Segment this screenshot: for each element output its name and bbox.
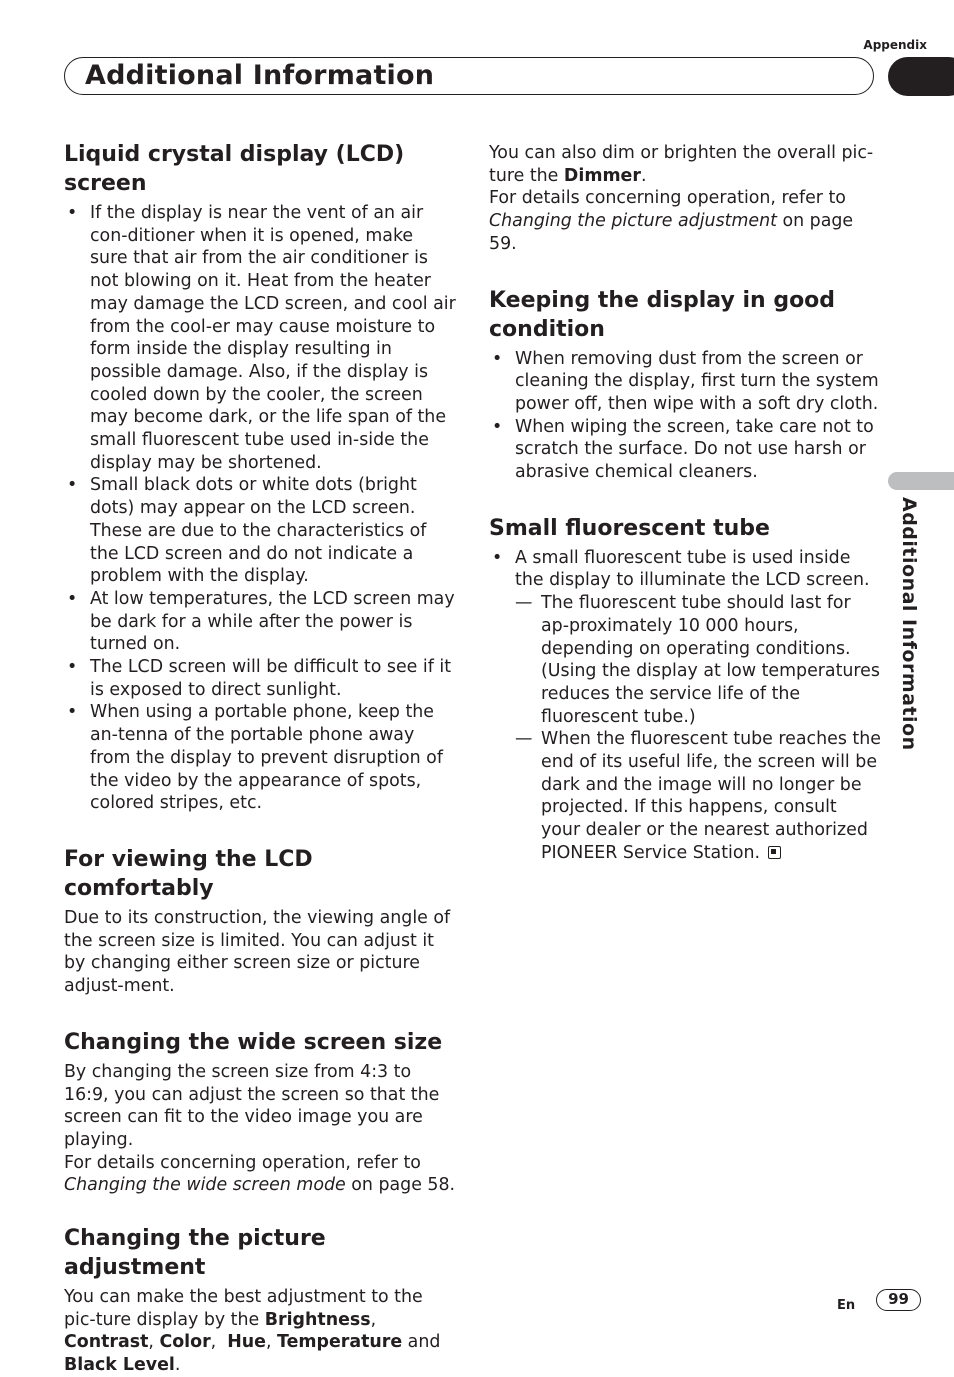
tube-bullet-list bbox=[489, 547, 881, 865]
list-item: • The LCD screen will be difficult to see if it is exposed to direct sunlight. bbox=[64, 656, 456, 701]
section-title: Additional Information bbox=[85, 60, 435, 91]
keeping-heading: Keeping the display in good condition bbox=[489, 287, 836, 342]
dimmer-ref-post: on page 59. bbox=[489, 211, 854, 254]
list-item: • When removing dust from the screen or cleaning the display, first turn the system power off, then wipe with a soft dry cloth. bbox=[489, 348, 881, 416]
list-item: • When wiping the screen, take care not to scratch the surface. Do not use harsh or abrasive chemical cleaners. bbox=[489, 416, 881, 484]
wide-ref-pre: For details concerning operation, refer to bbox=[64, 1152, 421, 1173]
right-column bbox=[489, 142, 881, 865]
lcd-bullet-list bbox=[64, 202, 456, 815]
hue-term: Hue bbox=[227, 1332, 266, 1353]
appendix-label: Appendix bbox=[863, 38, 927, 52]
black-level-term: Black Level bbox=[64, 1355, 175, 1376]
page-number: 99 bbox=[876, 1289, 921, 1311]
dimmer-body-text: You can also dim or brighten the overall pic-ture the bbox=[489, 143, 874, 186]
dimmer-ref-link: Changing the picture adjustment bbox=[489, 211, 777, 232]
viewing-heading: For viewing the LCD comfortably bbox=[64, 846, 313, 901]
wide-reference bbox=[64, 1152, 456, 1197]
end-mark-icon bbox=[768, 846, 781, 859]
list-item: • When using a portable phone, keep the an-tenna of the portable phone away from the display to prevent disruption of the video by the appearance of spots, colored stripes, etc. bbox=[64, 701, 456, 815]
side-section-label: Additional Information bbox=[898, 497, 920, 751]
tube-heading: Small fluorescent tube bbox=[489, 515, 770, 541]
brightness-term: Brightness bbox=[264, 1309, 371, 1330]
section-header bbox=[64, 57, 874, 95]
language-label: En bbox=[837, 1298, 856, 1313]
picture-body: You can make the best adjustment to the pic-ture display by the Brightness, Contrast, Color, Hue, Temperature and Black Level. bbox=[64, 1287, 441, 1376]
list-item: • If the display is near the vent of an air con-ditioner when it is opened, make sure that air from the air conditioner is not blowing on it. Heat from the heater may damage the LCD screen, and cool air from the cool-er may cause moisture to form inside the display resulting in possible damage. Also, if the display is cooled down by the cooler, the screen may become dark, or the life span of the small fluorescent tube used in-side the display may be shortened. bbox=[64, 202, 456, 474]
tube-dash-text: When the fluorescent tube reaches the end of its useful life, the screen will be dark and the image will no longer be projected. If this happens, consult your dealer or the nearest authorized PIONEER Service Station. bbox=[541, 729, 881, 863]
dimmer-reference bbox=[489, 187, 881, 255]
color-term: Color bbox=[159, 1332, 211, 1353]
wide-ref-post: on page 58. bbox=[351, 1175, 456, 1196]
viewing-body: Due to its construction, the viewing angle of the screen size is limited. You can adjust it by changing either screen size or picture adjust-ment. bbox=[64, 907, 451, 997]
tube-bullet-text: A small fluorescent tube is used inside the display to illuminate the LCD screen. bbox=[515, 547, 870, 591]
contrast-term: Contrast bbox=[64, 1332, 149, 1353]
dimmer-ref-pre: For details concerning operation, refer to bbox=[489, 188, 846, 209]
list-item: • At low temperatures, the LCD screen may be dark for a while after the power is turned on. bbox=[64, 588, 456, 656]
wide-ref-link: Changing the wide screen mode bbox=[64, 1175, 346, 1196]
left-column bbox=[64, 140, 456, 1377]
keeping-bullet-list bbox=[489, 348, 881, 484]
header-tab bbox=[888, 57, 954, 96]
wide-heading: Changing the wide screen size bbox=[64, 1029, 443, 1055]
picture-body-text: You can make the best adjustment to the pic-ture display by the bbox=[64, 1287, 423, 1330]
and-text: and bbox=[407, 1332, 441, 1353]
tube-dash-list bbox=[515, 592, 881, 864]
list-item: — The fluorescent tube should last for ap-proximately 10 000 hours, depending on operating conditions. (Using the display at low temperatures reduces the service life of the fluorescent tube.) bbox=[515, 592, 881, 728]
dimmer-body: You can also dim or brighten the overall pic-ture the Dimmer. bbox=[489, 143, 874, 186]
list-item: • Small black dots or white dots (bright dots) may appear on the LCD screen. These are due to the characteristics of the LCD screen and do not indicate a problem with the display. bbox=[64, 474, 456, 588]
picture-heading: Changing the picture adjustment bbox=[64, 1226, 326, 1281]
wide-body: By changing the screen size from 4:3 to 16:9, you can adjust the screen so that the screen can fit to the video image you are playing. bbox=[64, 1061, 440, 1150]
temperature-term: Temperature bbox=[277, 1332, 403, 1353]
list-item bbox=[489, 547, 881, 865]
dimmer-term: Dimmer bbox=[563, 165, 641, 186]
list-item bbox=[515, 728, 881, 864]
lcd-heading: Liquid crystal display (LCD) screen bbox=[64, 142, 405, 196]
side-tab bbox=[888, 472, 954, 490]
